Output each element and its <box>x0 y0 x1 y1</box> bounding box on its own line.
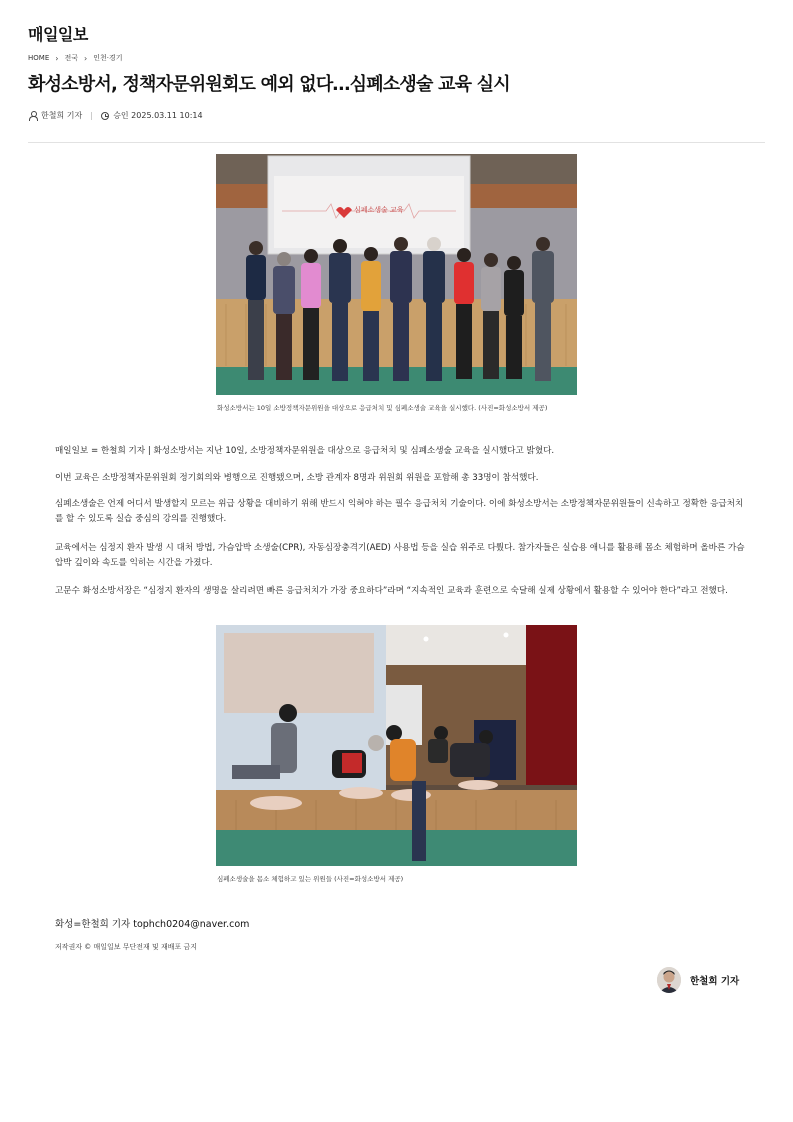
breadcrumb-level2[interactable]: 인천·경기 <box>93 54 123 62</box>
clock-icon <box>101 112 109 120</box>
paragraph-3: 심폐소생술은 언제 어디서 발생할지 모르는 위급 상황을 대비하기 위해 반드시 익혀야 하는 필수 응급처치 기술이다. 이에 화성소방서는 소방정책자문위원들이 신속하고 정확한 응급처치를 할 수 있도록 실습 중심의 강의를 진행했다. <box>55 499 744 524</box>
avatar <box>657 967 681 993</box>
breadcrumb <box>28 53 122 63</box>
meta-divider <box>91 112 92 120</box>
author-name[interactable]: 한철희 기자 <box>41 111 83 120</box>
photo-2-caption: 심폐소생술을 몸소 체험하고 있는 위원들 (사진=화성소방서 제공) <box>217 875 404 883</box>
header-divider <box>28 142 765 143</box>
article-title: 화성소방서, 정책자문위원회도 예외 없다…심폐소생술 교육 실시 <box>28 74 510 95</box>
author-meta <box>28 110 82 121</box>
cpr-photo-illustration <box>216 625 577 866</box>
author-box[interactable] <box>657 967 739 993</box>
article-meta <box>28 110 203 121</box>
reporter-contact: 화성=한철희 기자 tophch0204@naver.com <box>55 919 250 930</box>
article-photo-2[interactable] <box>216 625 577 866</box>
screen-text: 심폐소생술 교육 <box>354 206 404 214</box>
group-photo-illustration <box>216 154 577 395</box>
paragraph-1: 매일일보 = 한철희 기자 | 화성소방서는 지난 10일, 소방정책자문위원을 대상으로 응급처치 및 심폐소생술 교육을 실시했다고 밝혔다. <box>55 446 555 456</box>
approved-date: 승인 2025.03.11 10:14 <box>113 111 203 120</box>
breadcrumb-home[interactable]: HOME <box>28 54 50 62</box>
paragraph-2: 이번 교육은 소방정책자문위원회 정기회의와 병행으로 진행됐으며, 소방 관계자 8명과 위원회 위원을 포함해 총 33명이 참석했다. <box>55 473 539 483</box>
copyright-notice: 저작권자 © 매일일보 무단전재 및 재배포 금지 <box>55 943 198 951</box>
paragraph-5: 고문수 화성소방서장은 “심정지 환자의 생명을 살리려면 빠른 응급처치가 가장 중요하다”라며 “지속적인 교육과 훈련으로 숙달해 실제 상황에서 활용할 수 있어야 한다”라고 전했다. <box>55 586 728 596</box>
date-meta <box>101 110 202 121</box>
breadcrumb-level1[interactable]: 전국 <box>64 54 78 62</box>
site-logo[interactable]: 매일일보 <box>28 25 88 44</box>
chevron-right-icon: › <box>55 53 59 63</box>
person-icon <box>28 111 37 120</box>
author-portrait <box>657 967 681 993</box>
chevron-right-icon: › <box>83 53 88 63</box>
article-photo-1[interactable] <box>216 154 577 395</box>
author-box-name[interactable]: 한철희 기자 <box>690 976 740 987</box>
photo-1-caption: 화성소방서는 10일 소방정책자문위원을 대상으로 응급처치 및 심폐소생술 교육을 실시했다. (사진=화성소방서 제공) <box>217 404 548 412</box>
paragraph-4: 교육에서는 심정지 환자 발생 시 대처 방법, 가슴압박 소생술(CPR), 자동심장충격기(AED) 사용법 등을 실습 위주로 다뤘다. 참가자들은 실습용 애니를 활용해 몸소 체험하며 올바른 가슴압박 깊이와 속도를 익히는 시간을 가졌다. <box>55 543 745 568</box>
